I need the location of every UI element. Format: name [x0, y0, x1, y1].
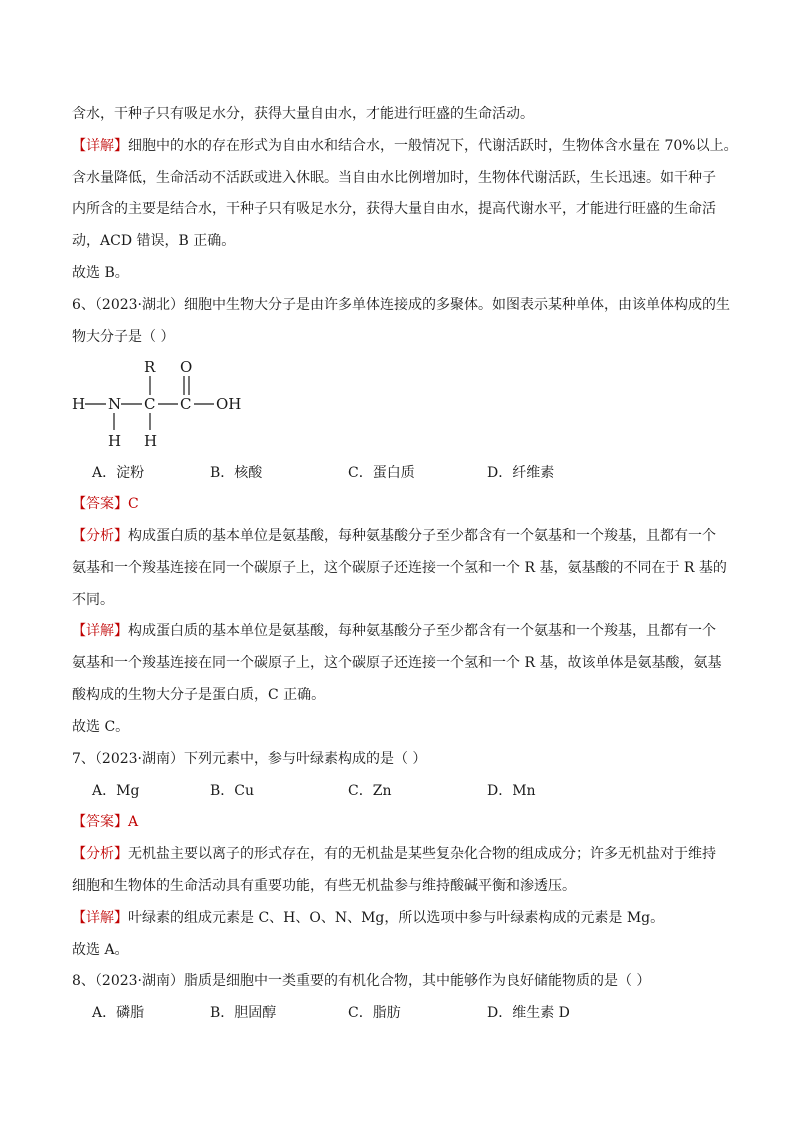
- formula-h-under-c: H: [144, 432, 158, 450]
- q6-option-d: D．纤维素: [487, 465, 555, 481]
- q7-stem: 7、（2023·湖南）下列元素中，参与叶绿素构成的是（ ）: [72, 751, 427, 767]
- q6-analysis-line-2: 氨基和一个羧基连接在同一个碳原子上，这个碳原子还连接一个氢和一个 R 基，氨基酸的不同在于 R 基的: [72, 560, 727, 576]
- q5-detail-line-3: 内所含的主要是结合水，干种子只有吸足水分，获得大量自由水，提高代谢水平，才能进行旺盛的生命活: [72, 201, 716, 217]
- q6-conclusion: 故选 C。: [72, 719, 130, 735]
- q6-option-b: B．核酸: [210, 465, 263, 481]
- answer-tag: 【答案】: [72, 814, 128, 830]
- formula-o: O: [180, 358, 193, 376]
- q5-detail-line-1: [72, 136, 738, 156]
- q7-answer: [72, 812, 138, 832]
- q6-option-a: A．淀粉: [92, 465, 145, 481]
- answer-tag: 【答案】: [72, 496, 128, 512]
- q5-detail-line-4: 动，ACD 错误，B 正确。: [72, 233, 236, 249]
- detail-tag: 【详解】: [72, 910, 128, 926]
- q6-detail-line-3: 酸构成的生物大分子是蛋白质，C 正确。: [72, 687, 326, 703]
- formula-h-left: H: [72, 395, 86, 413]
- q6-analysis-line-1: [72, 526, 716, 546]
- detail-tag: 【详解】: [72, 138, 128, 154]
- q8-stem: 8、（2023·湖南）脂质是细胞中一类重要的有机化合物，其中能够作为良好储能物质的是（ ）: [72, 973, 651, 989]
- q7-option-b: B．Cu: [210, 783, 255, 799]
- detail-text: 构成蛋白质的基本单位是氨基酸，每种氨基酸分子至少都含有一个氨基和一个羧基，且都有一个: [128, 623, 716, 639]
- formula-oh: OH: [216, 395, 242, 413]
- q5-conclusion: 故选 B。: [72, 265, 129, 281]
- q8-option-c: C．脂肪: [348, 1005, 401, 1021]
- q7-conclusion: 故选 A。: [72, 942, 129, 958]
- detail-text: 细胞中的水的存在形式为自由水和结合水，一般情况下，代谢活跃时，生物体含水量在 70%以上。: [128, 138, 738, 154]
- amino-acid-structure-diagram: [70, 358, 250, 450]
- q6-detail-line-1: [72, 621, 716, 641]
- analysis-tag: 【分析】: [72, 528, 128, 544]
- detail-tag: 【详解】: [72, 623, 128, 639]
- analysis-tag: 【分析】: [72, 846, 128, 862]
- q6-detail-line-2: 氨基和一个羧基连接在同一个碳原子上，这个碳原子还连接一个氢和一个 R 基，故该单体是氨基酸，氨基: [72, 655, 722, 671]
- formula-c-carboxyl: C: [180, 395, 192, 413]
- q7-analysis-line-1: [72, 844, 716, 864]
- q8-option-a: A．磷脂: [92, 1005, 145, 1021]
- answer-value: A: [128, 814, 139, 830]
- detail-text: 叶绿素的组成元素是 C、H、O、N、Mg，所以选项中参与叶绿素构成的元素是 Mg。: [128, 910, 665, 926]
- q7-option-d: D．Mn: [487, 783, 536, 799]
- formula-h-under-n: H: [108, 432, 122, 450]
- q6-answer: [72, 494, 139, 514]
- q6-analysis-line-3: 不同。: [72, 592, 114, 608]
- q6-stem-line-2: 物大分子是（ ）: [72, 329, 175, 345]
- analysis-text: 构成蛋白质的基本单位是氨基酸，每种氨基酸分子至少都含有一个氨基和一个羧基，且都有一个: [128, 528, 716, 544]
- q7-option-c: C．Zn: [348, 783, 392, 799]
- q6-stem-line-1: 6、（2023·湖北）细胞中生物大分子是由许多单体连接成的多聚体。如图表示某种单体，由该单体构成的生: [72, 297, 730, 313]
- q8-option-b: B．胆固醇: [210, 1005, 277, 1021]
- q6-option-c: C．蛋白质: [348, 465, 415, 481]
- formula-n: N: [108, 395, 122, 413]
- q5-detail-line-2: 含水量降低，生命活动不活跃或进入休眠。当自由水比例增加时，生物体代谢活跃，生长迅速。如干种子: [72, 170, 716, 186]
- intro-line: 含水，干种子只有吸足水分，获得大量自由水，才能进行旺盛的生命活动。: [72, 106, 534, 122]
- formula-r: R: [144, 358, 156, 376]
- formula-c-alpha: C: [144, 395, 156, 413]
- q7-option-a: A．Mg: [92, 783, 140, 799]
- answer-value: C: [128, 496, 139, 512]
- q8-option-d: D．维生素 D: [487, 1005, 570, 1021]
- analysis-text: 无机盐主要以离子的形式存在，有的无机盐是某些复杂化合物的组成成分；许多无机盐对于维持: [128, 846, 716, 862]
- q7-analysis-line-2: 细胞和生物体的生命活动具有重要功能，有些无机盐参与维持酸碱平衡和渗透压。: [72, 878, 576, 894]
- q7-detail-line-1: [72, 908, 664, 928]
